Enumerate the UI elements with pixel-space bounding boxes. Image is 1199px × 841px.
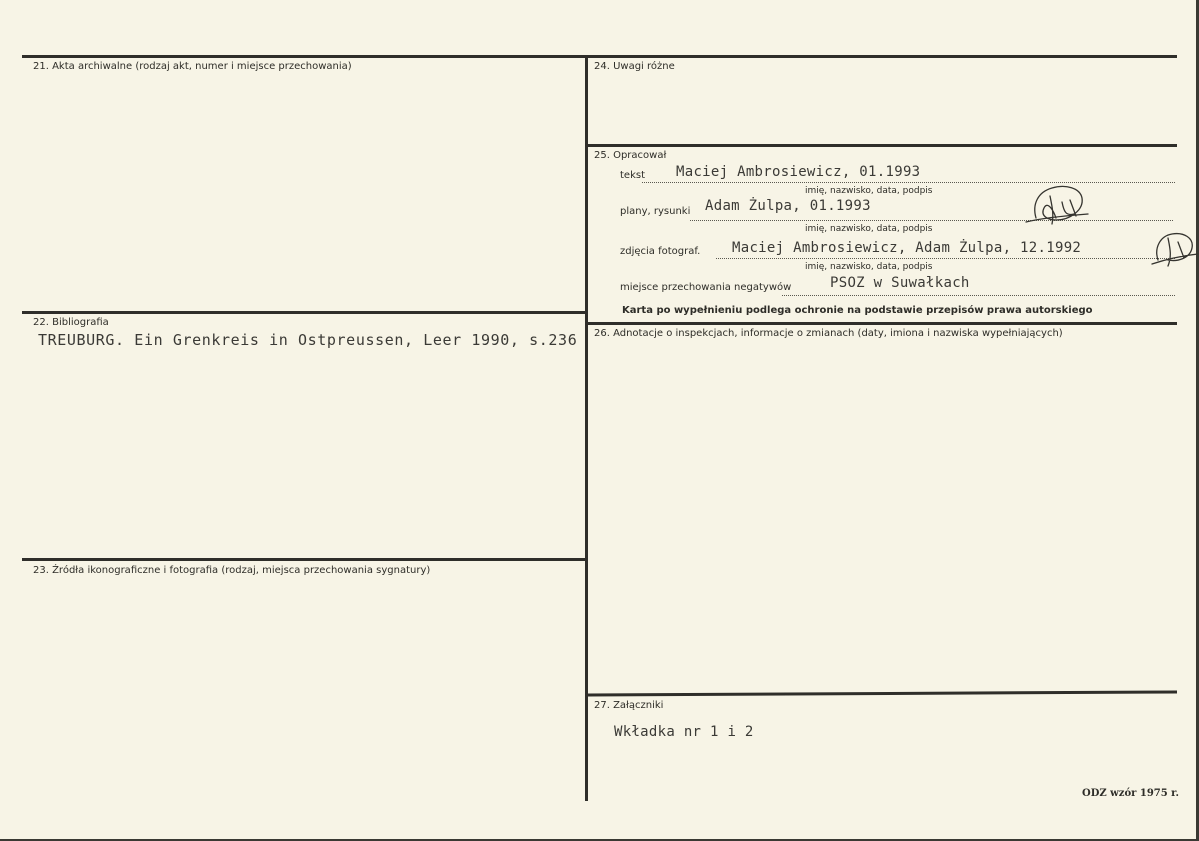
tekst-value: Maciej Ambrosiewicz, 01.1993 (676, 164, 921, 180)
center-divider (585, 55, 588, 801)
negatywy-label: miejsce przechowania negatywów (620, 282, 792, 293)
section-25-title: 25. Opracował (594, 150, 667, 161)
zdjecia-value: Maciej Ambrosiewicz, Adam Żulpa, 12.1992 (732, 240, 1082, 256)
zdjecia-caption: imię, nazwisko, data, podpis (805, 262, 933, 272)
plany-dotted-line (690, 220, 1173, 221)
section-24-title: 24. Uwagi różne (594, 61, 675, 72)
negatywy-value: PSOZ w Suwałkach (830, 275, 970, 291)
section-27-title: 27. Załączniki (594, 700, 664, 711)
signature-scribble (1150, 226, 1199, 270)
signature-scribble (1022, 178, 1092, 230)
form-identifier: ODZ wzór 1975 r. (1082, 788, 1180, 799)
zdjecia-dotted-line (716, 258, 1175, 259)
top-rule-left (22, 55, 587, 58)
negatywy-dotted-line (782, 295, 1175, 296)
tekst-caption: imię, nazwisko, data, podpis (805, 186, 933, 196)
attachments-entry: Wkładka nr 1 i 2 (614, 724, 754, 740)
plany-caption: imię, nazwisko, data, podpis (805, 224, 933, 234)
plany-label: plany, rysunki (620, 206, 691, 217)
zdjecia-label: zdjęcia fotograf. (620, 246, 701, 257)
section-21-title: 21. Akta archiwalne (rodzaj akt, numer i miejsce przechowania) (33, 61, 352, 72)
section-23-title: 23. Źródła ikonograficzne i fotografia (rodzaj, miejsca przechowania sygnatury) (33, 565, 431, 576)
rule-23-top (22, 558, 587, 561)
plany-value: Adam Żulpa, 01.1993 (705, 198, 871, 214)
rule-27-top (588, 690, 1177, 696)
rule-25-top (588, 144, 1177, 147)
rule-22-top (22, 311, 587, 314)
rule-26-top (588, 322, 1177, 325)
section-22-title: 22. Bibliografia (33, 317, 109, 328)
copyright-note: Karta po wypełnieniu podlega ochronie na podstawie przepisów prawa autorskiego (622, 305, 1093, 316)
top-rule-right (588, 55, 1177, 58)
section-26-title: 26. Adnotacje o inspekcjach, informacje o zmianach (daty, imiona i nazwiska wypełniających) (594, 328, 1063, 339)
tekst-label: tekst (620, 170, 645, 181)
tekst-dotted-line (642, 182, 1175, 183)
bibliography-entry: TREUBURG. Ein Grenkreis in Ostpreussen, Leer 1990, s.236 (38, 331, 578, 349)
